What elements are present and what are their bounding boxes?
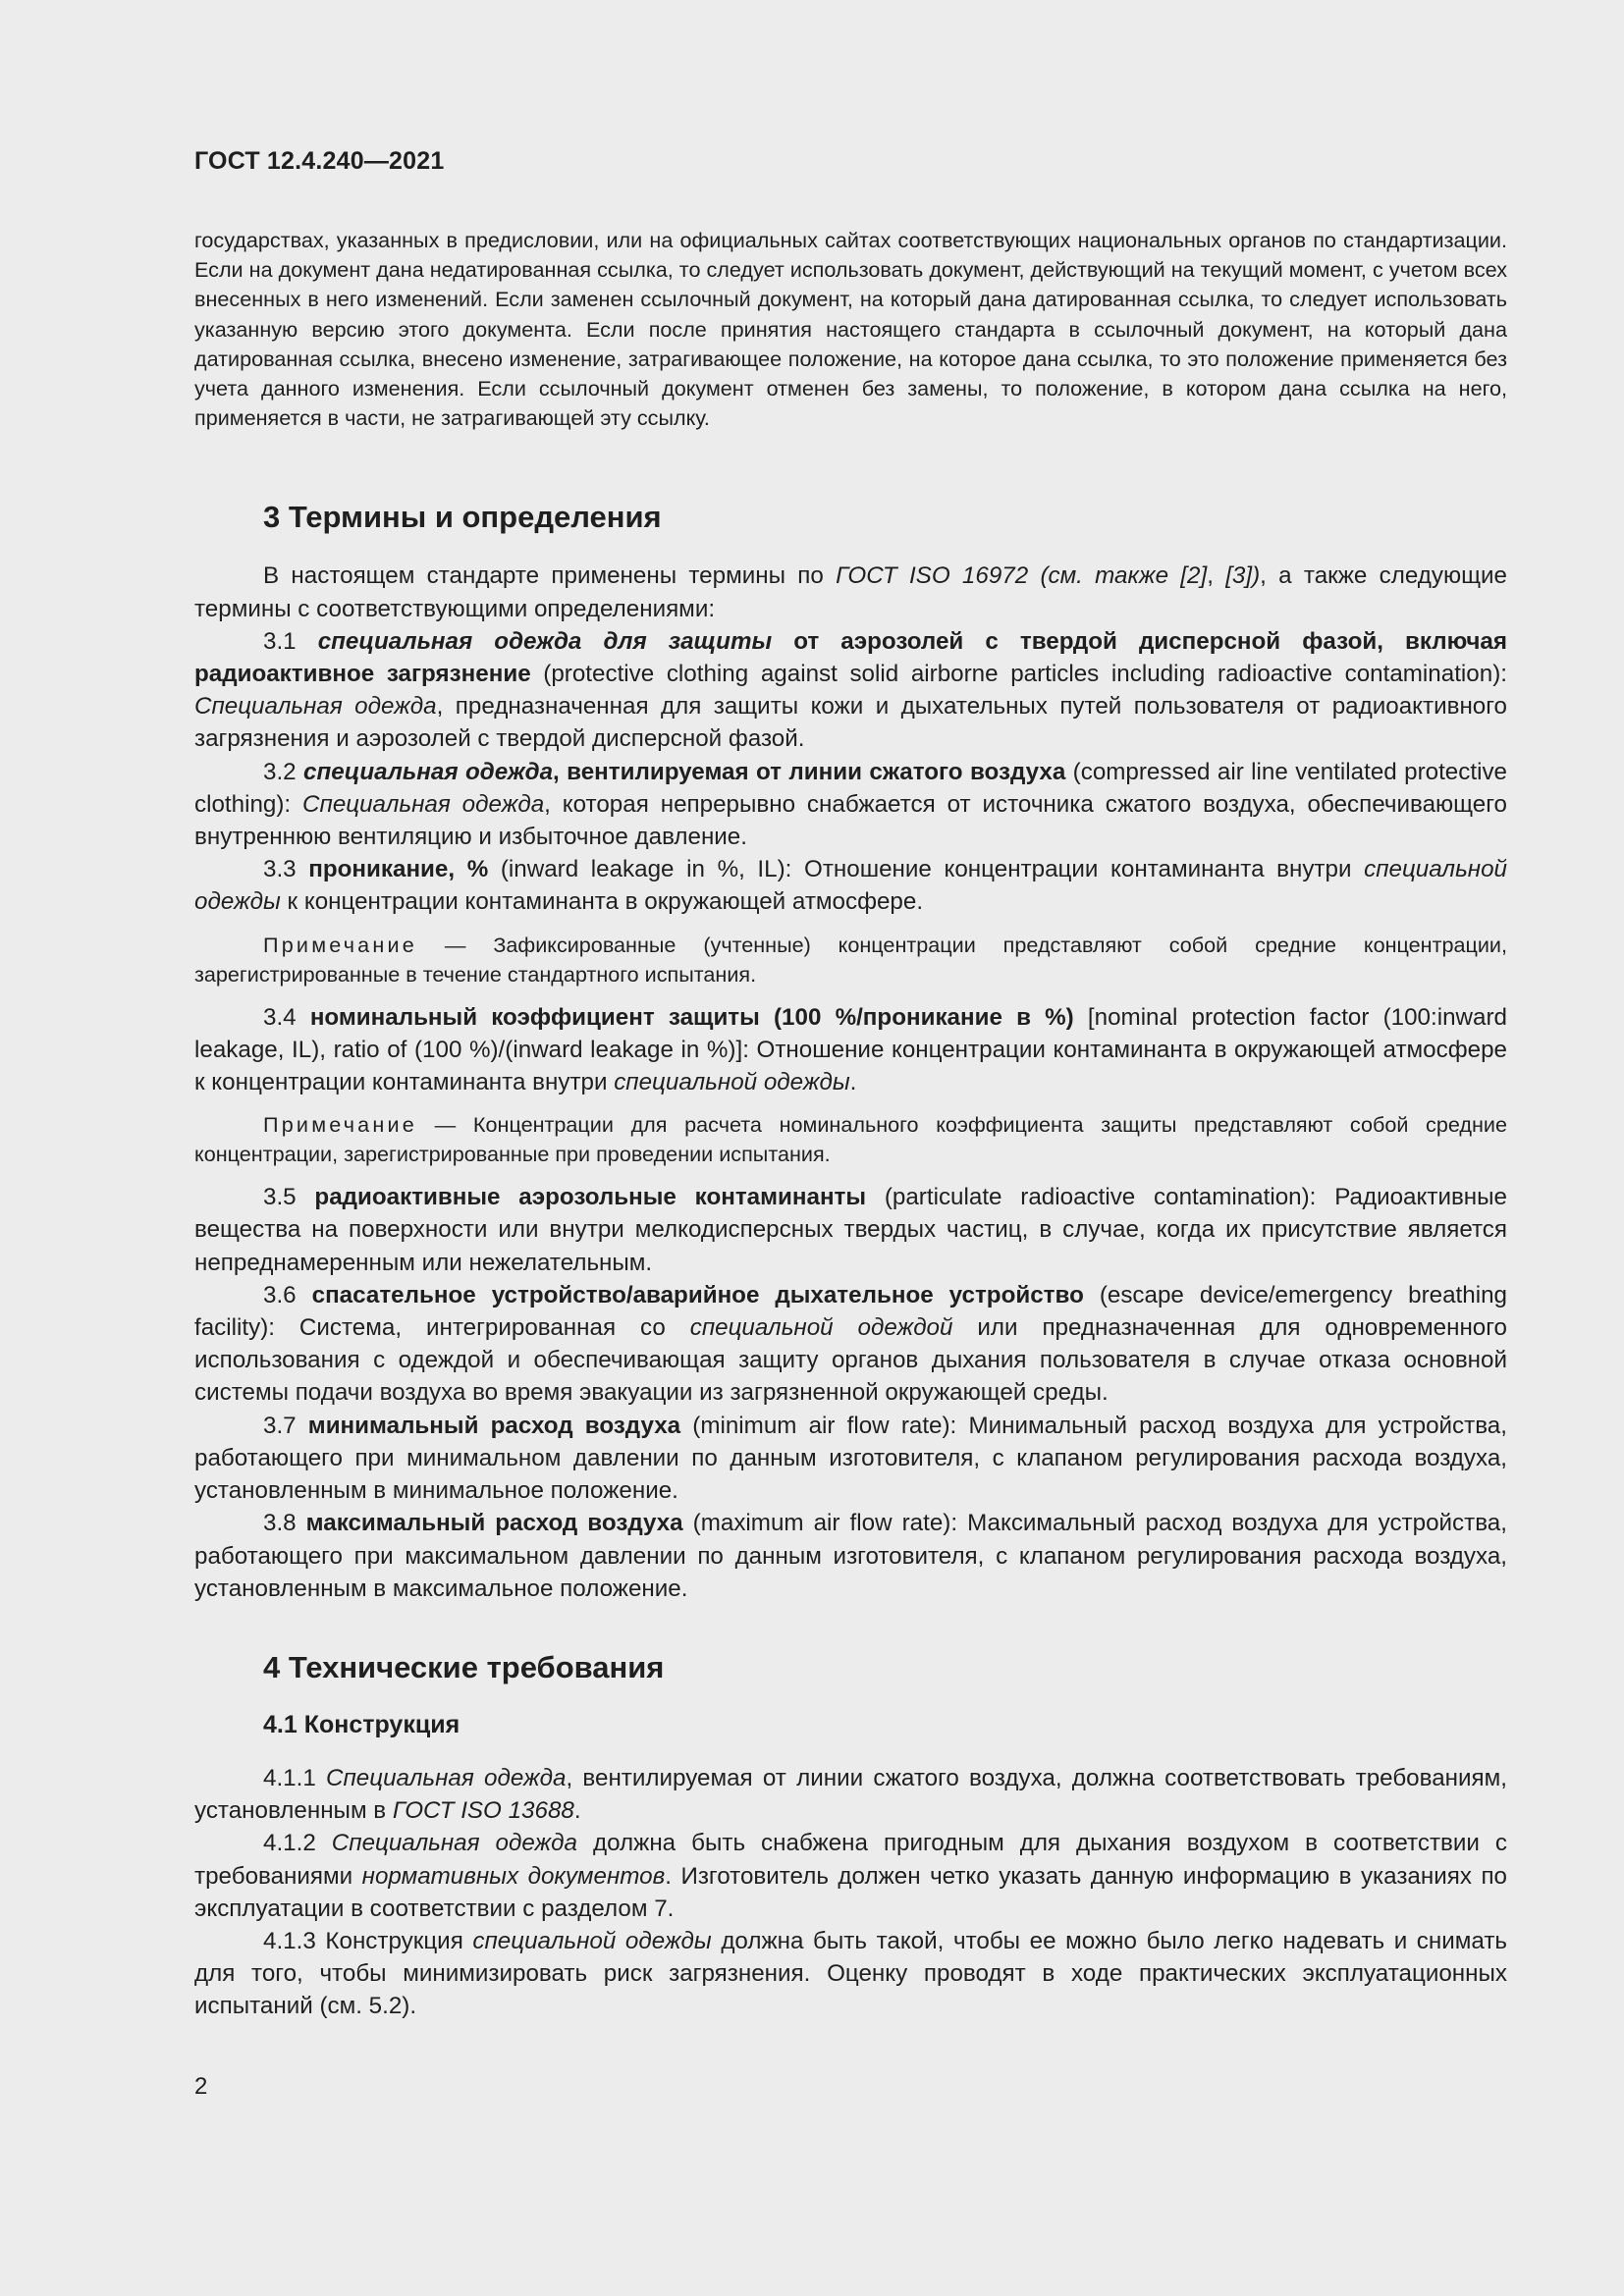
term-3-3: 3.3 проникание, % (inward leakage in %, IL): Отношение концентрации контаминанта внутри специальной одежды к концентрации контаминанта в окружающей атмосфере. [194, 856, 1508, 916]
term-3-6: 3.6 спасательное устройство/аварийное дыхательное устройство (escape device/emergency breathing facility): Система, интегрированная со специальной одеждой или предназначенная для одновременного использования с одеждой и обеспечивающая защиту органов дыхания пользователя в случае отказа основной системы подачи воздуха во время эвакуации из загрязненной окружающей среды. [194, 1281, 1507, 1407]
document-code: ГОСТ 12.4.240—2021 [194, 147, 445, 175]
document-body [194, 226, 1507, 2023]
section-3-heading: 3 Термины и определения [263, 500, 662, 535]
clause-4-1-2: 4.1.2 Специальная одежда должна быть снабжена пригодным для дыхания воздухом в соответствии с требованиями нормативных документов. Изготовитель должен четко указать данную информацию в указаниях по эксплуатации в соответствии с разделом 7. [194, 1830, 1507, 1922]
term-3-5: 3.5 радиоактивные аэрозольные контаминанты (particulate radioactive contamination): Радиоактивные вещества на поверхности или внутри мелкодисперсных твердых частиц, в случае, когда их присутствие является непреднамеренным или нежелательным. [194, 1184, 1507, 1276]
section-4-heading: 4 Технические требования [263, 1649, 665, 1684]
page-number: 2 [194, 2073, 208, 2100]
note-3-4: Примечание — Концентрации для расчета номинального коэффициента защиты представляют собой средние концентрации, зарегистрированные при проведении испытания. [194, 1112, 1507, 1167]
intro-paragraph: государствах, указанных в предисловии, или на официальных сайтах соответствующих национальных органов по стандартизации. Если на документ дана недатированная ссылка, то следует использовать документ, действующий на текущий момент, с учетом всех внесенных в него изменений. Если заменен ссылочный документ, на который дана датированная ссылка, то следует использовать указанную версию этого документа. Если после принятия настоящего стандарта в ссылочный документ, на который дана датированная ссылка, внесено изменение, затрагивающее положение, на которое дана ссылка, то это положение применяется без учета данного изменения. Если ссылочный документ отменен без замены, то положение, в котором дана ссылка на него, применяется в части, не затрагивающей эту ссылку. [194, 228, 1507, 431]
term-3-8: 3.8 максимальный расход воздуха (maximum air flow rate): Максимальный расход воздуха для устройства, работающего при максимальном давлении по данным изготовителя, с клапаном регулирования расхода воздуха, установленным в максимальное положение. [194, 1510, 1507, 1602]
clause-4-1-3: 4.1.3 Конструкция специальной одежды должна быть такой, чтобы ее можно было легко надевать и снимать для того, чтобы минимизировать риск загрязнения. Оценку проводят в ходе практических эксплуатационных испытаний (см. 5.2). [194, 1927, 1507, 2020]
subsection-4-1-heading: 4.1 Конструкция [263, 1710, 460, 1738]
term-3-2: 3.2 специальная одежда, вентилируемая от линии сжатого воздуха (compressed air line ventilated protective clothing): Специальная одежда, которая непрерывно снабжается от источника сжатого воздуха, обеспечивающего внутреннюю вентиляцию и избыточное давление. [194, 758, 1507, 851]
term-3-7: 3.7 минимальный расход воздуха (minimum air flow rate): Минимальный расход воздуха для устройства, работающего при минимальном давлении по данным изготовителя, с клапаном регулирования расхода воздуха, установленным в минимальное положение. [194, 1412, 1507, 1505]
section-3-lead: В настоящем стандарте применены термины по ГОСТ ISO 16972 (см. также [2], [3]), а также следующие термины с соответствующими определениями: [194, 562, 1507, 622]
term-3-4: 3.4 номинальный коэффициент защиты (100 %/проникание в %) [nominal protection factor (100:inward leakage, IL), ratio of (100 %)/(inward leakage in %)]: Отношение концентрации контаминанта в окружающей атмосфере к концентрации контаминанта внутри специальной одежды. [194, 1003, 1507, 1096]
term-3-1: 3.1 специальная одежда для защиты от аэрозолей с твердой дисперсной фазой, включая радиоактивное загрязнение (protective clothing against solid airborne particles including radioactive contamination): Специальная одежда, предназначенная для защиты кожи и дыхательных путей пользователя от радиоактивного загрязнения и аэрозолей с твердой дисперсной фазой. [194, 627, 1507, 753]
clause-4-1-1: 4.1.1 Специальная одежда, вентилируемая от линии сжатого воздуха, должна соответствовать требованиям, установленным в ГОСТ ISO 13688. [194, 1764, 1507, 1825]
note-3-3: Примечание — Зафиксированные (учтенные) концентрации представляют собой средние концентрации, зарегистрированные в течение стандартного испытания. [194, 932, 1507, 987]
